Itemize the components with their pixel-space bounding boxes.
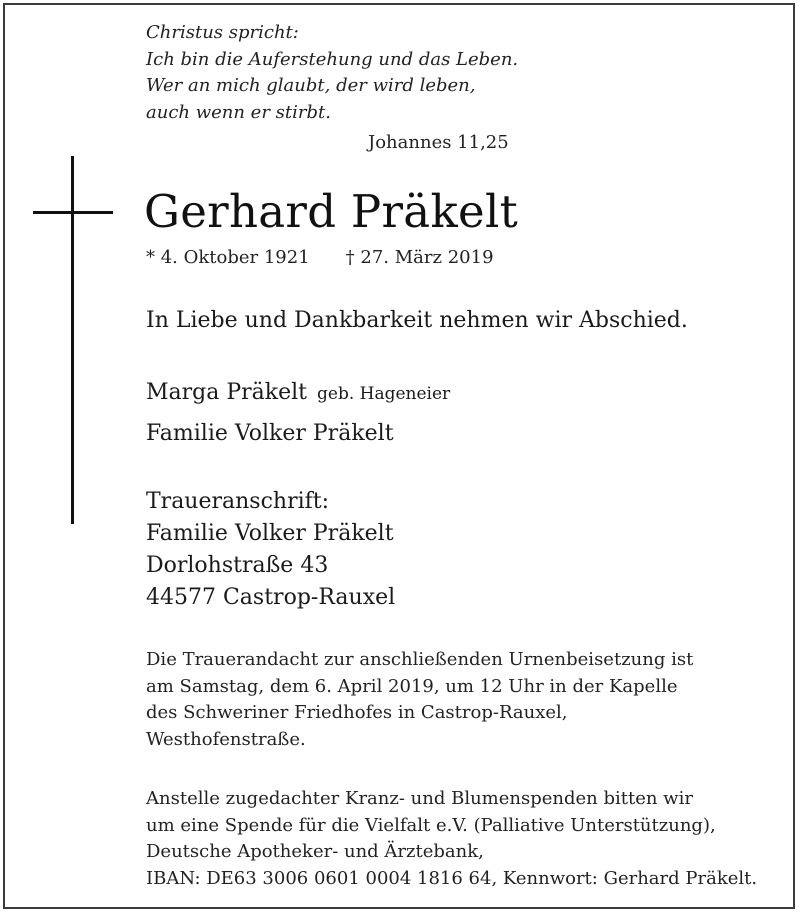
bible-verse <box>146 20 518 126</box>
service-line: des Schweriner Friedhofes in Castrop-Rauxel, <box>146 702 568 723</box>
address-line: 44577 Castrop-Rauxel <box>146 585 396 610</box>
donation-line: Deutsche Apotheker- und Ärztebank, <box>146 841 484 862</box>
address-line: Dorlohstraße 43 <box>146 553 329 578</box>
service-line: Westhofenstraße. <box>146 728 306 750</box>
donation-line: um eine Spende für die Vielfalt e.V. (Palliative Unterstützung), <box>146 814 716 836</box>
verse-line: Wer an mich glaubt, der wird leben, <box>146 75 476 96</box>
death-date: † 27. März 2019 <box>345 247 494 268</box>
mourner-primary <box>146 380 450 405</box>
mourner-primary-name: Marga Präkelt <box>146 380 308 405</box>
address-line: Familie Volker Präkelt <box>146 521 394 546</box>
donation-info <box>146 786 757 892</box>
verse-reference: Johannes 11,25 <box>368 132 509 153</box>
birth-date: * 4. Oktober 1921 <box>146 247 310 268</box>
mourning-address <box>146 486 395 614</box>
service-line: am Samstag, dem 6. April 2019, um 12 Uhr in der Kapelle <box>146 675 678 697</box>
verse-line: Christus spricht: <box>146 22 299 43</box>
service-info <box>146 647 693 753</box>
mourner-family: Familie Volker Präkelt <box>146 421 394 446</box>
cross-icon-crossbar <box>33 211 113 214</box>
donation-line: IBAN: DE63 3006 0601 0004 1816 64, Kennwort: Gerhard Präkelt. <box>146 867 758 889</box>
address-label: Traueranschrift: <box>146 489 330 514</box>
service-line: Die Trauerandacht zur anschließenden Urnenbeisetzung ist <box>146 649 694 670</box>
deceased-name: Gerhard Präkelt <box>144 185 519 238</box>
maiden-name-note: geb. Hageneier <box>317 384 451 404</box>
verse-line: Ich bin die Auferstehung und das Leben. <box>146 48 519 70</box>
verse-line: auch wenn er stirbt. <box>146 101 331 123</box>
donation-line: Anstelle zugedachter Kranz- und Blumenspenden bitten wir <box>146 788 693 809</box>
life-dates <box>146 247 494 268</box>
farewell-text: In Liebe und Dankbarkeit nehmen wir Abschied. <box>146 308 688 333</box>
